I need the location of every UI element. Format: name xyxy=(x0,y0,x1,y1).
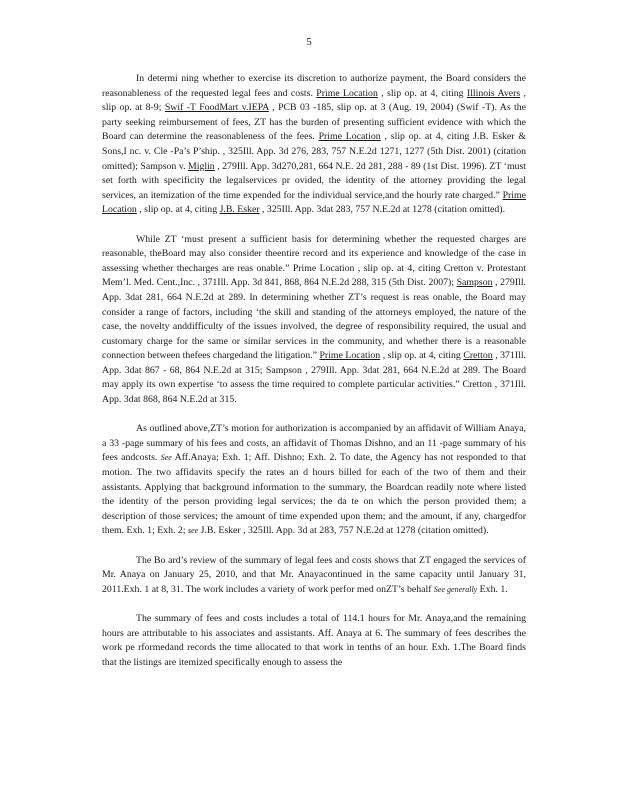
text-run: J.B. Esker , 325Ill. App. 3d at 283, 757 N.E.2d at 1278 (citation omitted). xyxy=(198,525,489,537)
text-run: Exh. 1. xyxy=(477,583,508,595)
paragraph xyxy=(102,422,526,539)
citation-signal: See generally xyxy=(433,584,478,594)
text-run: , slip op. at 4, citing xyxy=(380,350,464,362)
text-run: , slip op. at 8-9; xyxy=(102,87,526,114)
text-run: , 279Ill. App. 3d270,281, 664 N.E. 2d 281, 288 - 89 (1st Dist. 1996). ZT ‘must set forth with specificity the legalservices pr ovided, the identity of the attorney providing the legal services, an itemization of the time expended for the individual service,and the hourly rate charged.” xyxy=(102,160,526,201)
citation-signal: See xyxy=(160,453,172,463)
text-run: , 279Ill. App. 3dat 281, 664 N.E.2d at 289. In determining whether ZT’s request is reas onable, the Board may consider a range of factors, including ‘the skill and standing of the attorneys employed, the nature of the case, the novelty anddifficulty of the issues involved, the degree of responsibility required, the usual and customary charge for the same or similar services in the community, and whether there is a reasonable connection between thefees chargedand the litigation.” xyxy=(102,277,526,362)
text-run: In determi ning whether to exercise its discretion to authorize payment, the Board considers the reasonableness of the requested legal fees and costs. xyxy=(102,73,526,99)
case-citation: J.B. Esker xyxy=(219,204,260,216)
case-citation: Miglin xyxy=(188,160,215,172)
text-run: , slip op. at 4, citing J.B. Esker & Sons,I nc. v. Cle -Pa’s P’ship. , 325Ill. App. 3d 276, 283, 757 N.E.2d 1271, 1277 (5th Dist. 2001) (citation omitted); Sampson v. xyxy=(102,131,527,172)
body-text xyxy=(102,72,526,685)
paragraph xyxy=(102,554,526,598)
case-citation: Swif -T FoodMart v.IEPA xyxy=(164,102,269,114)
case-citation: Prime Location xyxy=(318,131,381,143)
text-run: , 371Ill. App. 3dat 867 - 68, 864 N.E.2d at 315; Sampson , 279Ill. App. 3dat 281, 664 N.E.2d at 289. The Board may apply its own expertise ‘to assess the time required to complete particular activities.” Cretton , 371Ill. App. 3dat 868, 864 N.E.2d at 315. xyxy=(102,350,527,406)
paragraph xyxy=(102,233,526,408)
text-run: The Bo ard’s review of the summary of legal fees and costs shows that ZT engaged the services of Mr. Anaya on January 25, 2010, and that Mr. Anayacontinued in the same capacity until January 31, 2011.Exh. 1 at 8, 31. The work includes a variety of work perfor med onZT’s behalf xyxy=(102,554,526,595)
page-number: 5 xyxy=(306,36,312,48)
case-citation: Illinois Avers xyxy=(466,87,521,99)
text-run: , 325Ill. App. 3dat 283, 757 N.E.2d at 1278 (citation omitted). xyxy=(259,204,506,216)
text-run: While ZT ‘must present a sufficient basis for determining whether the requested charges are reasonable, theBoard may also consider theentire record and its experience and knowledge of the case in assessing whether thecharges are reas onable.” Prime Location , slip op. at 4, citing Cretton v. Protestant Mem’l. Med. Cent.,Inc. , 371Ill. App. 3d 841, 868, 864 N.E.2d 288, 315 (5th Dist. 2007); xyxy=(102,233,526,289)
citation-signal: see xyxy=(188,526,199,536)
case-citation: Prime Location xyxy=(102,189,526,216)
paragraph xyxy=(102,72,526,218)
case-citation: Prime Location xyxy=(316,87,378,99)
case-citation: Cretton xyxy=(463,350,493,362)
case-citation: Prime Location xyxy=(319,350,381,362)
text-run: The summary of fees and costs includes a total of 114.1 hours for Mr. Anaya,and the remaining hours are attributable to his associates and assistants. Aff. Anaya at 6. The summary of fees describes the work pe rformedand records the time allocated to that work in tenths of an hour. Exh. 1.The Board finds that the listings are itemized specifically enough to assess the xyxy=(102,612,526,668)
paragraph xyxy=(102,612,526,670)
case-citation: Sampson xyxy=(456,277,493,289)
text-run: , slip op. at 4, citing xyxy=(136,204,220,216)
text-run: , PCB 03 -185, slip op. at 3 (Aug. 19, 2004) (Swif -T). As the party seeking reimbursement of fees, ZT has the burden of presenting sufficient evidence with which the Board can determine the reasonableness of the fees. xyxy=(102,102,526,143)
text-run: , slip op. at 4, citing xyxy=(377,87,467,99)
text-run: Aff.Anaya; Exh. 1; Aff. Dishno; Exh. 2. To date, the Agency has not responded to that motion. The two affidavits specify the rates an d hours billed for each of the two of them and their assistants. Applying that background information to the summary, the Boardcan readily note where listed the identity of the person providing legal services; the da te on which the person provided them; a description of those services; the amount of time expended upon them; and the amount, if any, chargedfor them. Exh. 1; Exh. 2; xyxy=(102,452,526,537)
text-run: As outlined above,ZT’s motion for authorization is accompanied by an affidavit of William Anaya, a 33 -page summary of his fees and costs, an affidavit of Thomas Dishno, and an 11 -page summary of his fees andcosts. xyxy=(102,423,526,464)
